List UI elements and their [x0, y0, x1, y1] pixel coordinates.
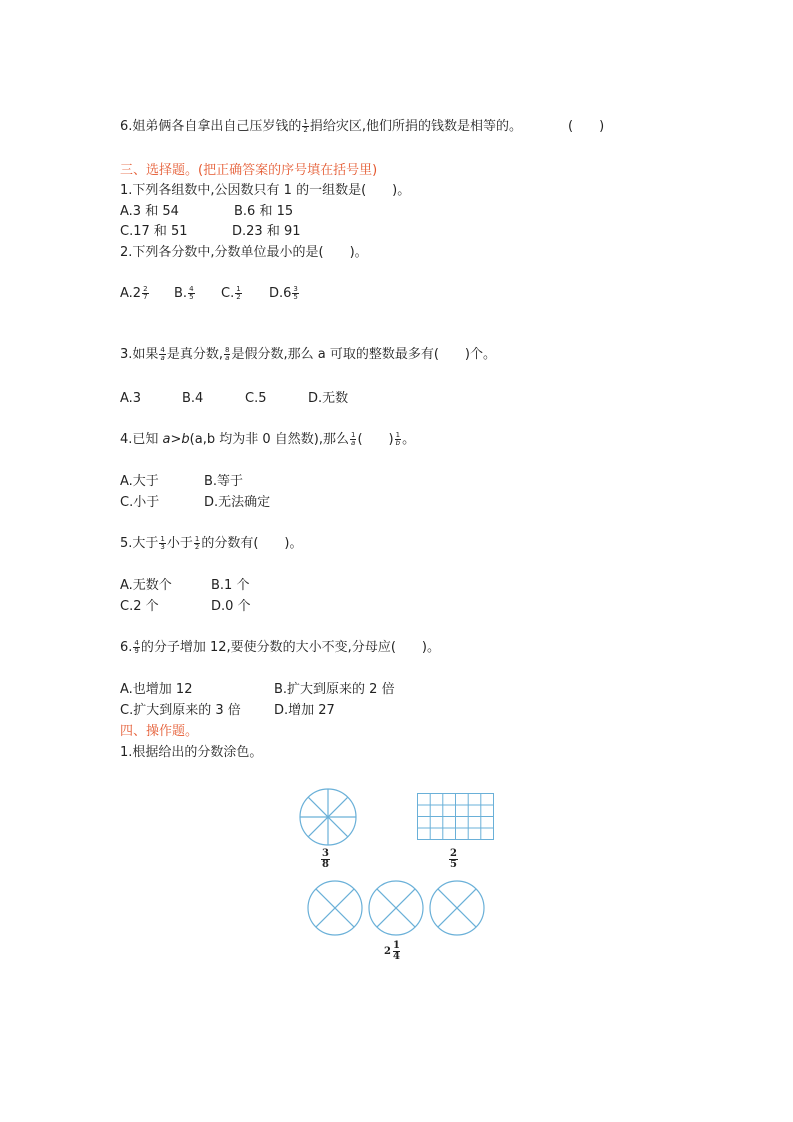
q5-options-row1: [120, 578, 249, 594]
option-b[interactable]: B.扩大到原来的 2 倍: [274, 682, 395, 697]
operation-question-1: 1.根据给出的分数涂色。: [120, 745, 263, 760]
circle-quarters-1[interactable]: [306, 879, 364, 937]
q6-options-row1: [120, 682, 395, 698]
q1-options-row1: [120, 204, 293, 220]
circle-eighths[interactable]: [298, 787, 358, 847]
option-d[interactable]: D.增加 27: [274, 703, 335, 718]
choice-question-3: 3.如果 $\frac{4}{a}$ 是真分数, $\frac{8}{a}$ 是假分数,那么 a 可取的整数最多有( )个。: [120, 346, 496, 362]
q1-options-row2: [120, 224, 301, 240]
section-title-operation: 四、操作题。: [120, 724, 199, 739]
choice-question-6: 6. $\frac{4}{9}$ 的分子增加 12,要使分数的大小不变,分母应( )。: [120, 639, 440, 655]
fraction: $\frac{1}{2}$: [303, 118, 308, 134]
option-a[interactable]: A.无数个: [120, 578, 172, 593]
grid-fraction-label: 2 5: [450, 848, 457, 870]
choice-question-5: 5.大于 $\frac{1}{3}$ 小于 $\frac{1}{2}$ 的分数有( )。: [120, 535, 303, 551]
option-d[interactable]: D.无数: [308, 391, 349, 406]
option-a[interactable]: A.大于: [120, 474, 159, 489]
option-a[interactable]: A.3: [120, 391, 142, 406]
choice-question-1: 1.下列各组数中,公因数只有 1 的一组数是( )。: [120, 183, 411, 198]
q3-options: [120, 391, 348, 407]
option-b[interactable]: B.等于: [204, 474, 244, 489]
choice-question-2: 2.下列各分数中,分数单位最小的是( )。: [120, 245, 368, 260]
option-a[interactable]: A.2 $\frac{2}{7}$: [120, 285, 148, 301]
option-a[interactable]: A.也增加 12: [120, 682, 193, 697]
q6-options-row2: [120, 703, 335, 719]
option-c[interactable]: C. $\frac{1}{2}$: [221, 285, 241, 301]
option-c[interactable]: C.2 个: [120, 599, 159, 614]
option-c[interactable]: C.5: [245, 391, 267, 406]
option-c[interactable]: C.小于: [120, 495, 160, 510]
option-b[interactable]: B.1 个: [211, 578, 250, 593]
option-a[interactable]: A.3 和 54: [120, 204, 179, 219]
circle-quarters-3[interactable]: [428, 879, 486, 937]
option-b[interactable]: B.6 和 15: [234, 204, 294, 219]
option-d[interactable]: D.无法确定: [204, 495, 271, 510]
q5-options-row2: [120, 599, 251, 615]
mixed-fraction-label: 2 $\frac{1}{4}$: [384, 940, 400, 962]
q2-options: [120, 286, 300, 302]
option-b[interactable]: B. $\frac{4}{5}$: [174, 285, 194, 301]
circle-quarters-2[interactable]: [367, 879, 425, 937]
answer-bracket[interactable]: ( ): [568, 119, 605, 134]
option-b[interactable]: B.4: [182, 391, 204, 406]
judge-question-6: 6.姐弟俩各自拿出自己压岁钱的 $\frac{1}{2}$ 捐给灾区,他们所捐的钱数是相等的。 ( ): [120, 118, 605, 134]
option-d[interactable]: D.23 和 91: [232, 224, 301, 239]
option-c[interactable]: C.扩大到原来的 3 倍: [120, 703, 241, 718]
circle-fraction-label: 3 8: [322, 848, 329, 870]
q4-options-row2: [120, 495, 270, 511]
section-title-choice: 三、选择题。(把正确答案的序号填在括号里): [120, 163, 378, 178]
q4-options-row1: [120, 474, 243, 490]
choice-question-4: 4.已知 a>b(a,b 均为非 0 自然数),那么 $\frac{1}{a}$ ( ) $\frac{1}{b}$ 。: [120, 431, 416, 447]
option-c[interactable]: C.17 和 51: [120, 224, 188, 239]
answer-bracket[interactable]: ( ): [357, 432, 394, 447]
option-d[interactable]: D.6 $\frac{3}{5}$: [269, 285, 298, 301]
grid-rectangle[interactable]: [416, 792, 496, 842]
option-d[interactable]: D.0 个: [211, 599, 251, 614]
